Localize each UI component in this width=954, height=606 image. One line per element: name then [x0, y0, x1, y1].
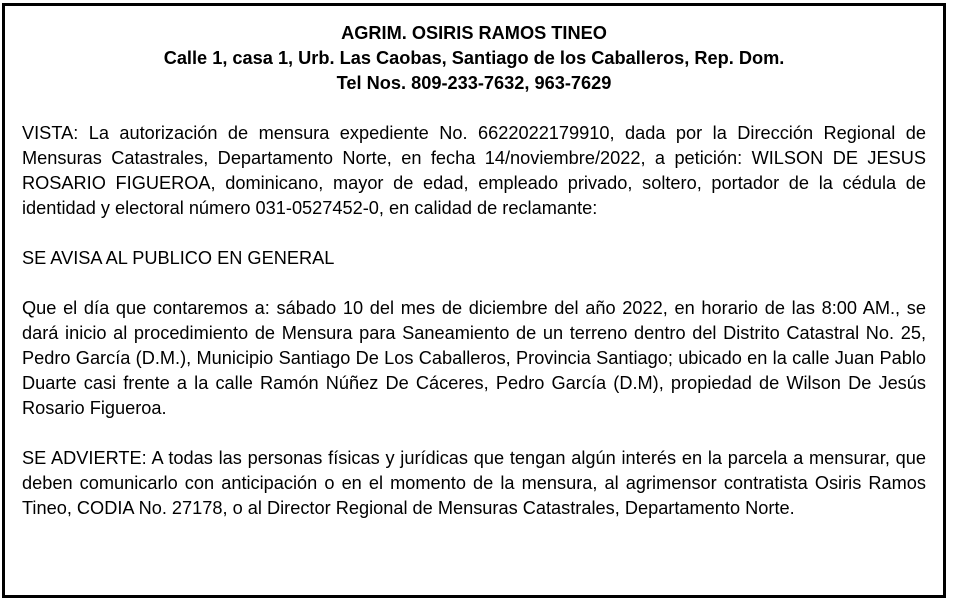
notice-header — [22, 21, 926, 96]
survey-date-paragraph: Que el día que contaremos a: sábado 10 del mes de diciembre del año 2022, en horario de las 8:00 AM., se dará inicio al procedimiento de Mensura para Saneamiento de un terreno dentro del Distrito Catastral No. 25, Pedro García (D.M.), Municipio Santiago De Los Caballeros, Provincia Santiago; ubicado en la calle Juan Pablo Duarte casi frente a la calle Ramón Núñez De Cáceres, Pedro García (D.M), propiedad de Wilson De Jesús Rosario Figueroa. — [22, 298, 926, 418]
notice-frame — [2, 3, 946, 598]
public-notice-heading: SE AVISA AL PUBLICO EN GENERAL — [22, 248, 335, 268]
surveyor-phones: Tel Nos. 809-233-7632, 963-7629 — [336, 73, 612, 93]
notice-content — [22, 21, 926, 521]
surveyor-address: Calle 1, casa 1, Urb. Las Caobas, Santiago de los Caballeros, Rep. Dom. — [163, 48, 785, 68]
vista-paragraph: VISTA: La autorización de mensura expediente No. 6622022179910, dada por la Dirección Regional de Mensuras Catastrales, Departamento Norte, en fecha 14/noviembre/2022, a petición: WILSON DE JESUS ROSARIO FIGUEROA, dominicano, mayor de edad, empleado privado, soltero, portador de la cédula de identidad y electoral número 031-0527452-0, en calidad de reclamante: — [22, 123, 926, 218]
surveyor-name: AGRIM. OSIRIS RAMOS TINEO — [341, 23, 607, 43]
warning-paragraph: SE ADVIERTE: A todas las personas físicas y jurídicas que tengan algún interés en la parcela a mensurar, que deben comunicarlo con anticipación o en el momento de la mensura, al agrimensor contratista Osiris Ramos Tineo, CODIA No. 27178, o al Director Regional de Mensuras Catastrales, Departamento Norte. — [22, 448, 926, 518]
